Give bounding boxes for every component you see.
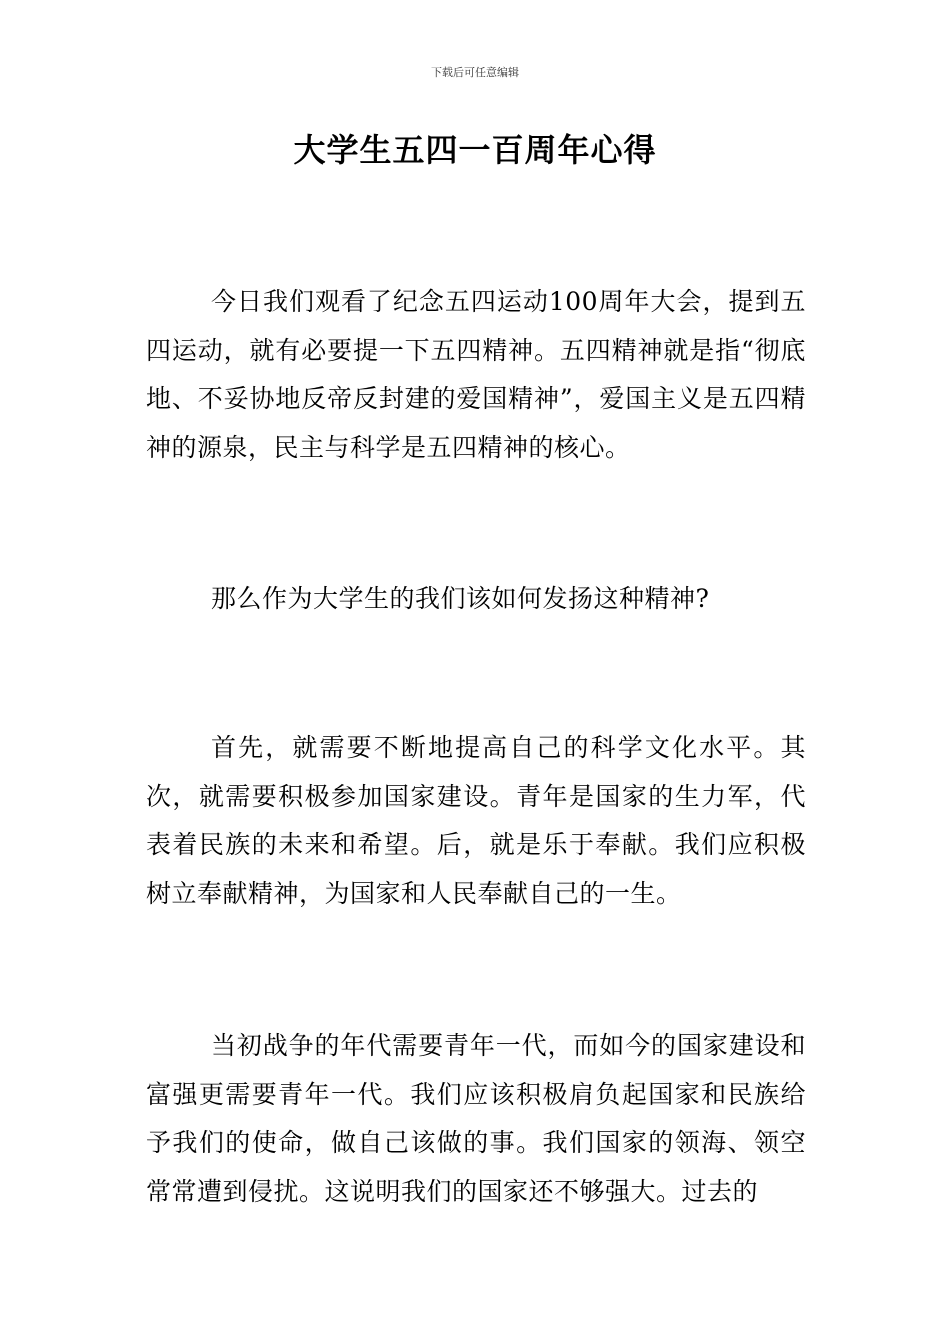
paragraph-3: 首先，就需要不断地提高自己的科学文化水平。其次，就需要积极参加国家建设。青年是国家的生力军，代表着民族的未来和希望。后，就是乐于奉献。我们应积极树立奉献精神，为国家和人民奉献自己的一生。: [146, 733, 806, 908]
paragraph-2: 那么作为大学生的我们该如何发扬这种精神?: [211, 584, 710, 613]
paragraph-1: 今日我们观看了纪念五四运动100周年大会，提到五四运动，就有必要提一下五四精神。五四精神就是指“彻底地、不妥协地反帝反封建的爱国精神”，爱国主义是五四精神的源泉，民主与科学是五四精神的核心。: [146, 287, 806, 462]
paragraph-4: 当初战争的年代需要青年一代，而如今的国家建设和富强更需要青年一代。我们应该积极肩负起国家和民族给予我们的使命，做自己该做的事。我们国家的领海、领空常常遭到侵扰。这说明我们的国家还不够强大。过去的: [146, 1031, 806, 1206]
header-note: 下载后可任意编辑: [431, 66, 519, 79]
page-title: 大学生五四一百周年心得: [293, 131, 657, 169]
